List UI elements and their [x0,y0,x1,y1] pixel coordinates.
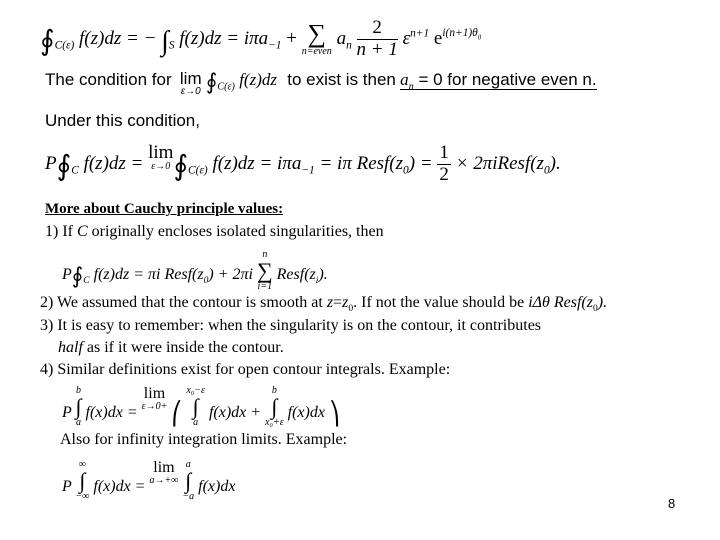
eq2-term1: f(z)dz = [83,152,144,174]
condition-text: The condition for [45,70,172,89]
eq1-contour-label: C(ε) [54,39,75,52]
eq4-integral-2: x₀−ε ∫ a [186,385,205,428]
eq1-exp: e [433,27,443,49]
eq2-term4: × 2πiResf(z [455,152,544,174]
eq1-an: a [336,27,347,49]
eq5-integral-2: a ∫ −a [182,459,195,502]
eq2-term3: = iπ Resf(z [314,152,404,174]
eq4-integral-1: b ∫ a [75,385,82,428]
item-3-line-1: 3) It is easy to remember: when the singularity is on the contour, it contributes [40,317,542,334]
equation-3: $P∮_C$ f(z)dz = πi $Resf(z_0) + 2\pi i$ n ∑ i=1 $Resf(z_i)$. [62,249,328,292]
contour-integral-symbol: ∮ [71,263,84,288]
eq1-sum: ∑ n=even [301,18,332,57]
eq2-lim: lim ε→0 [148,142,174,172]
integral-symbol: ∫ [161,25,169,57]
eq1-fraction: $\frac{2}{n + 1}$ [356,17,398,60]
condition-an: $a_n = 0$ for negative even n. [400,70,597,93]
eq1-term2: f(z)dz = iπa [179,27,269,49]
eq4-lim: lim ε→0+ [141,385,168,412]
item-3-line-2: half as if it were inside the contour. [58,339,284,356]
also-infinity-text: Also for infinity integration limits. Example: [60,431,348,448]
contour-integral-symbol: ∮ [205,69,218,94]
equation-2: $P∮_C$ f(z)dz = lim ε→0 $∮_{C(\varepsilon)}$ f(z)dz = iπa$_{-1}$ = iπ $Resf(z_0)$ = $\frac{1}{2}$ × $2\pi iResf(z_0)$. [45,142,561,185]
contour-integral-symbol: ∮ [56,150,72,182]
condition-lim: lim ε→0 [179,69,202,97]
under-condition-text: Under this condition, [45,111,200,130]
eq3-term2: Resf(z [276,266,316,283]
item-1: 1) If C originally encloses isolated singularities, then [45,223,384,240]
eq5-integral-1: ∞ ∫ −∞ [75,459,90,502]
eq1-term2-sub: −1 [268,39,282,52]
eq5-lim: lim a→+∞ [149,459,179,486]
more-about-title: More about Cauchy principle values: [45,201,284,217]
eq3-term1: f(z)dz = πi Resf(z [93,266,204,283]
equation-5: P ∞ ∫ −∞ f(x)dx = lim a→+∞ a ∫ −a f(x)dx [62,459,236,502]
eq1-s-label: S [168,39,175,52]
eq2-p: P [45,152,57,174]
condition-fz: f(z)dz [239,70,277,89]
eq1-plus: + [286,27,297,49]
contour-integral-symbol: ∮ [40,25,55,57]
contour-integral-symbol: ∮ [173,150,189,182]
equation-4: P b ∫ a f(x)dx = lim ε→0+ ⎛ x₀−ε ∫ a f(x)dx + b ∫ x₀+ε f(x)dx ⎞ [62,385,340,428]
equation-1: $∮_{C(\varepsilon)}$ f(z)dz = − $\int_S$ f(z)dz = iπa$_{-1}$ + ∑ n=even $a_n$ $\frac{2}{n + 1}$ $\varepsilon^{n+1}$ $e^{i(n+1)\theta_0}$ [40,17,482,60]
eq2-term2: f(z)dz = iπa [212,152,302,174]
page-number: 8 [668,496,676,511]
eq2-fraction: $\frac{1}{2}$ [439,142,449,185]
condition-mid: to exist is then [287,70,396,89]
item-4: 4) Similar definitions exist for open contour integrals. Example: [40,361,451,378]
item-2: 2) We assumed that the contour is smooth at $z=z_0$. If not the value should be iΔθ $Resf(z_0)$. [40,294,608,315]
condition-line: The condition for lim ε→0 $∮_{C(\varepsilon)}$ f(z)dz to exist is then $a_n = 0$ for negative even n. [45,69,597,97]
eq3-sum: n ∑ i=1 [256,249,273,292]
eq4-integral-3: b ∫ x₀+ε [265,385,284,428]
eq1-term1: f(z)dz = − [79,27,157,49]
eq1-epsilon: ε [402,27,411,49]
